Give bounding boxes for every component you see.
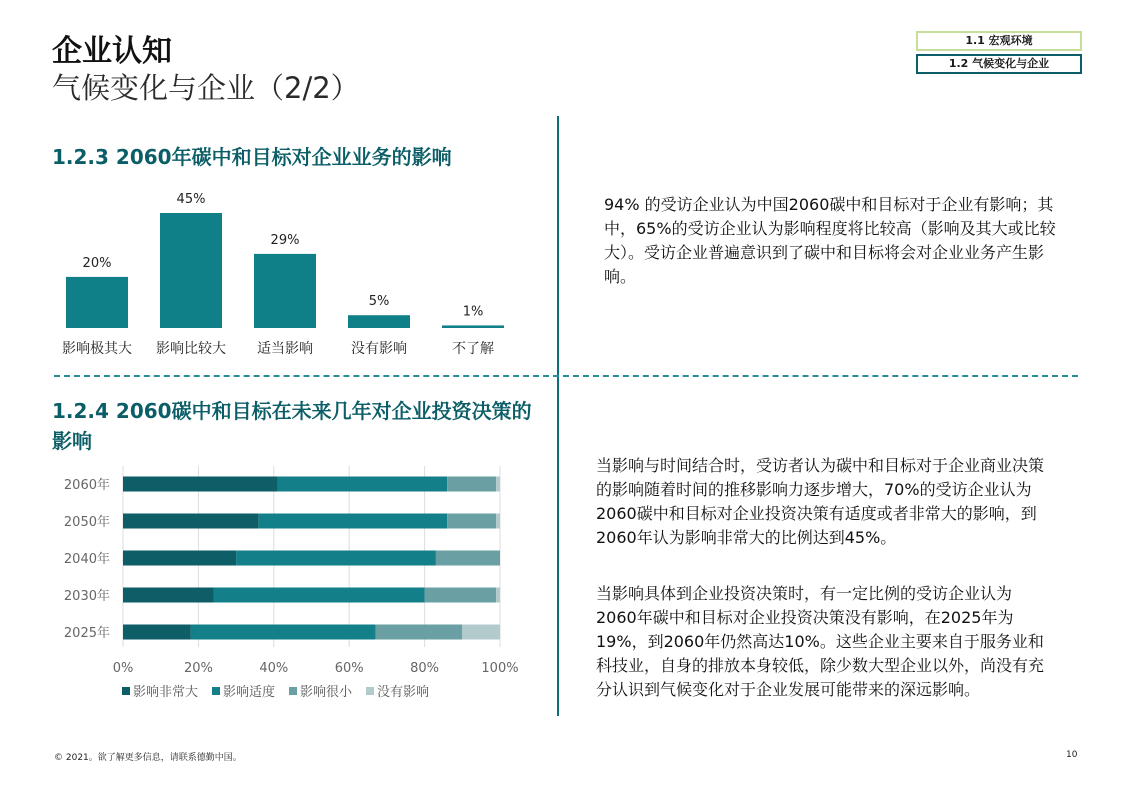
y-category-label-0: 2060年 <box>63 478 110 493</box>
stack-segment-2-1 <box>236 551 436 566</box>
legend-swatch-2 <box>289 687 297 695</box>
bar-4 <box>442 325 504 328</box>
investment-stacked-bar-chart <box>64 466 519 700</box>
legend-label-0: 影响非常大 <box>133 685 199 700</box>
x-tick-label-0: 0% <box>112 661 134 676</box>
legend-label-2: 影响很小 <box>300 685 353 700</box>
bar-value-label-3: 5% <box>368 294 390 310</box>
paragraph-business-impact: 94% 的受访企业认为中国2060碳中和目标对于企业有影响；其中，65%的受访企业认为影响程度将比较高（影响及其大或比较大）。受访企业普遍意识到了碳中和目标将会对企业业务产生影响。 <box>604 195 1056 286</box>
x-tick-label-1: 20% <box>183 661 213 676</box>
legend-swatch-0 <box>122 687 130 695</box>
page-subtitle: 气候变化与企业（2/2） <box>52 71 360 105</box>
section-nav <box>916 31 1082 77</box>
horizontal-dashed-divider <box>54 375 1078 377</box>
stack-segment-4-0 <box>123 625 191 640</box>
bar-category-label-0: 影响极其大 <box>62 341 132 357</box>
nav-item-macro-environment[interactable]: 1.1 宏观环境 <box>916 31 1082 51</box>
stack-segment-4-1 <box>191 625 376 640</box>
x-tick-label-2: 40% <box>259 661 289 676</box>
x-tick-label-5: 100% <box>481 661 519 676</box>
bar-category-label-1: 影响比较大 <box>156 341 226 357</box>
bar-value-label-2: 29% <box>270 232 300 248</box>
stack-segment-3-3 <box>496 588 500 603</box>
page-title: 企业认知 <box>52 34 172 69</box>
bar-value-label-4: 1% <box>462 304 484 320</box>
stack-segment-4-3 <box>462 625 500 640</box>
stack-segment-3-0 <box>123 588 213 603</box>
legend-label-3: 没有影响 <box>377 685 430 700</box>
legend-swatch-3 <box>366 687 374 695</box>
paragraph-time-impact: 当影响与时间结合时，受访者认为碳中和目标对于企业商业决策的影响随着时间的推移影响力逐步增大，70%的受访企业认为2060碳中和目标对企业投资决策有适度或者非常大的影响，到2060年认为影响非常大的比例达到45%。 <box>596 456 1045 547</box>
section-title-carbon-neutral-business-impact: 1.2.3 2060年碳中和目标对企业业务的影响 <box>52 145 452 169</box>
legend-label-1: 影响适度 <box>223 685 276 700</box>
paragraph-no-impact: 当影响具体到企业投资决策时，有一定比例的受访企业认为2060年碳中和目标对企业投资决策没有影响，在2025年为19%，到2060年仍然高达10%。这些企业主要来自于服务业和科技业，自身的排放本身较低，除少数大型企业以外，尚没有充分认识到气候变化对于企业发展可能带来的深远影响。 <box>596 584 1045 699</box>
bar-3 <box>348 315 410 328</box>
bar-value-label-0: 20% <box>82 255 112 271</box>
nav-item-climate-and-business[interactable]: 1.2 气候变化与企业 <box>916 54 1082 74</box>
stack-segment-0-1 <box>278 477 448 492</box>
y-category-label-4: 2025年 <box>63 626 110 641</box>
bar-category-label-3: 没有影响 <box>351 341 407 357</box>
stack-segment-0-2 <box>447 477 496 492</box>
stack-segment-0-0 <box>123 477 278 492</box>
bar-0 <box>66 277 128 328</box>
y-category-label-2: 2040年 <box>63 552 110 567</box>
legend-swatch-1 <box>212 687 220 695</box>
bar-1 <box>160 213 222 328</box>
y-category-label-3: 2030年 <box>63 589 110 604</box>
bar-category-label-2: 适当影响 <box>257 341 313 357</box>
stack-segment-4-2 <box>376 625 463 640</box>
stack-segment-1-0 <box>123 514 259 529</box>
x-tick-label-4: 80% <box>410 661 440 676</box>
bar-value-label-1: 45% <box>176 192 206 207</box>
vertical-divider <box>557 116 559 716</box>
bar-category-label-4: 不了解 <box>452 341 494 357</box>
stack-segment-1-1 <box>259 514 448 529</box>
impact-bar-chart <box>62 192 504 357</box>
stack-segment-2-0 <box>123 551 236 566</box>
stack-segment-3-2 <box>425 588 497 603</box>
x-tick-label-3: 60% <box>334 661 364 676</box>
stack-segment-0-3 <box>496 477 500 492</box>
stack-segment-1-3 <box>496 514 500 529</box>
stack-segment-3-1 <box>213 588 424 603</box>
stack-segment-2-2 <box>436 551 500 566</box>
page-number: 10 <box>1066 750 1078 760</box>
footer-copyright: © 2021。欲了解更多信息，请联系德勤中国。 <box>54 753 242 763</box>
bar-2 <box>254 254 316 328</box>
section-title-investment-decision-impact: 1.2.4 2060碳中和目标在未来几年对企业投资决策的影响 <box>52 399 532 453</box>
stack-segment-1-2 <box>447 514 496 529</box>
y-category-label-1: 2050年 <box>63 515 110 530</box>
